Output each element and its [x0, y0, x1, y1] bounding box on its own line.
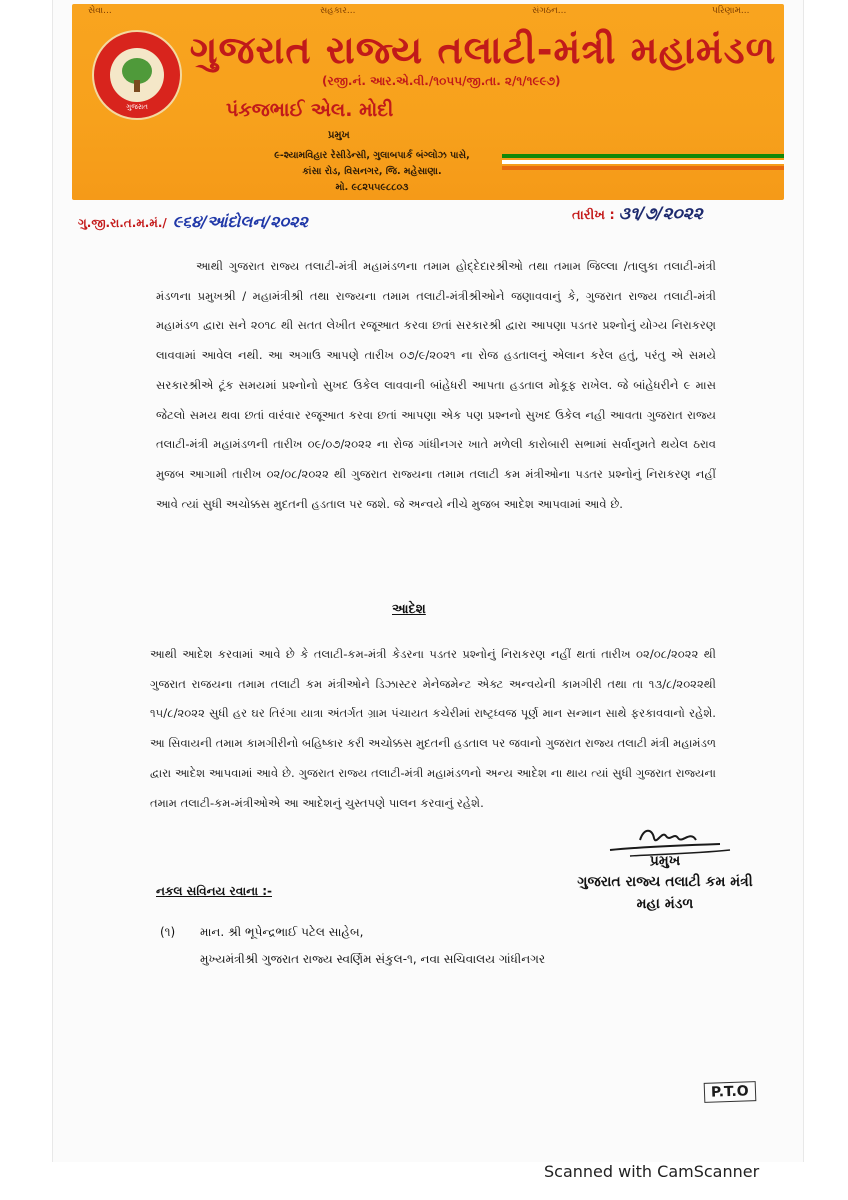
signatory-org-line-2: મહા મંડળ: [636, 896, 694, 912]
signatory-role: પ્રમુખ: [649, 853, 681, 869]
reference-handwritten: ૯૬૪/આંદોલન/૨૦૨૨: [172, 212, 308, 231]
tree-trunk: [134, 80, 140, 92]
copy-to-label: નકલ સવિનય રવાના :-: [156, 884, 272, 898]
tricolor-stripe-saffron: [502, 166, 784, 170]
letter-date: [572, 204, 703, 224]
registration-number: (રજી.નં. આર.એ.વી./૧૦૫૫/જી.તા. ૨/૧/૧૯૯૭): [322, 74, 561, 88]
letterhead-mottos: [72, 6, 784, 20]
motto-parinam: પરિણામ...: [712, 6, 750, 16]
tricolor-stripe-white: [502, 160, 784, 164]
letterhead: [72, 4, 784, 200]
order-paragraph: આથી આદેશ કરવામાં આવે છે કે તલાટી-કમ-મંત્રી કેડરના પડતર પ્રશ્નોનું નિરાકરણ નહીં થતાં તારીખ ૦૨/૦૮/૨૦૨૨ થી ગુજરાત રાજયના તમામ તલાટી કમ મંત્રીઓને ડિઝાસ્ટર મેનેજમેન્ટ એક્ટ અન્વયેની કામગીરી તથા તા ૧૩/૮/૨૦૨૨થી ૧૫/૮/૨૦૨૨ સુધી હર ઘર તિરંગા યાત્રા અંતર્ગત ગ્રામ પંચાયત કચેરીમાં રાષ્ટ્રધ્વજ પૂર્ણ માન સન્માન સાથે ફરકાવવાનો રહેશે. આ સિવાયની તમામ કામગીરીનો બહિષ્કાર કરી અચોક્કસ મુદતની હડતાલ પર જવાનો ગુજરાત રાજ્ય તલાટી મંત્રી મહામંડળ દ્વારા આદેશ આપવામાં આવે છે. ગુજરાત રાજ્ય તલાટી-મંત્રી મહામંડળનો અન્ય આદેશ ના થાય ત્યાં સુધી ગુજરાત રાજ્યના તમામ તલાટી-કમ-મંત્રીઓએ આ આદેશનું ચુસ્તપણે પાલન કરવાનું રહેશે.: [150, 647, 716, 810]
president-name: પંકજભાઈ એલ. મોદી: [226, 99, 394, 121]
signatory-org-line-1: ગુજરાત રાજ્ય તલાટી કમ મંત્રી: [577, 874, 753, 890]
logo-label: ગુજરાત: [126, 103, 148, 111]
motto-sangathan: સંગઠન...: [532, 6, 567, 16]
address-line-1: ૯-શ્યામવિહાર રેસીડેન્સી, ગુલાબપાર્ક બંગ્લોઝ પાસે,: [274, 150, 470, 161]
copy-item-number: (૧): [160, 925, 176, 939]
scanner-watermark: Scanned with CamScanner: [544, 1162, 760, 1181]
motto-sahkar: સહકાર...: [320, 6, 356, 16]
date-label: તારીખ :: [572, 208, 615, 223]
tricolor-stripe-green: [502, 154, 784, 158]
address-line-2: કાંસા રોડ, વિસનગર, જિ. મહેસાણા.: [302, 166, 442, 177]
organization-logo-icon: [92, 30, 182, 120]
logo-emblem: [110, 48, 164, 102]
copy-recipient-address: મુખ્યમંત્રીશ્રી ગુજરાત રાજ્ય સ્વર્ણિમ સંકુલ-૧, નવા સચિવાલય ગાંધીનગર: [200, 952, 546, 966]
please-turn-over: P.T.O: [704, 1081, 756, 1103]
reference-number: [78, 212, 308, 232]
date-handwritten: ૩૧/૭/૨૦૨૨: [618, 204, 703, 224]
order-heading: આદેશ: [392, 602, 426, 617]
phone-number: મો. ૯૮૨૫૫૯૮૮૦૩: [335, 182, 409, 193]
organization-title: ગુજરાત રાજ્ય તલાટી-મંત્રી મહામંડળ: [189, 28, 777, 72]
motto-seva: સેવા...: [88, 6, 112, 16]
copy-recipient-name: માન. શ્રી ભૂપેન્દ્રભાઈ પટેલ સાહેબ,: [200, 925, 364, 939]
president-role: પ્રમુખ: [328, 130, 350, 141]
reference-label: ગુ.જી.રા.ત.મ.મં./: [78, 216, 167, 230]
body-paragraph: આથી ગુજરાત રાજ્ય તલાટી-મંત્રી મહામંડળના તમામ હોદ્દેદારશ્રીઓ તથા તમામ જિલ્લા /તાલુકા તલાટી-મંત્રી મંડળના પ્રમુખશ્રી / મહામંત્રીશ્રી તથા રાજ્યના તમામ તલાટી-મંત્રીશ્રીઓને જણાવવાનું કે, ગુજરાત રાજ્ય તલાટી-મંત્રી મહામંડળ દ્વારા સને ૨૦૧૮ થી સતત લેખીત રજૂઆત કરવા છતાં સરકારશ્રી દ્વારા આપણા પડતર પ્રશ્નોનું યોગ્ય નિરાકરણ લાવવામાં આવેલ નથી. આ અગાઉ આપણે તારીખ ૦૭/૯/૨૦૨૧ ના રોજ હડતાલનું એલાન કરેલ હતું, પરંતુ એ સમયે સરકારશ્રીએ ટૂંક સમયમાં પ્રશ્નોનો સુખદ ઉકેલ લાવવાની બાંહેધરી આપતા હડતાલ મોકૂફ રાખેલ. જે બાંહેધરીને ૯ માસ જેટલો સમય થવા છતાં વારંવાર રજૂઆત કરવા છતાં આપણા એક પણ પ્રશ્નનો સુખદ ઉકેલ નહી આવતા ગુજરાત રાજ્ય તલાટી-મંત્રી મહામંડળની તારીખ ૦૯/૦૭/૨૦૨૨ ના રોજ ગાંધીનગર ખાતે મળેલી કારોબારી સભામાં સર્વાનુમતે થયેલ ઠરાવ મુજબ આગામી તારીખ ૦૨/૦૮/૨૦૨૨ થી ગુજરાત રાજ્યના તમામ તલાટી કમ મંત્રીઓના પડતર પ્રશ્નોનું નિરાકરણ નહીં આવે ત્યાં સુધી અચોક્કસ મુદતની હડતાલ પર જશે. જે અન્વયે નીચે મુજબ આદેશ આપવામાં આવે છે.: [156, 259, 716, 511]
